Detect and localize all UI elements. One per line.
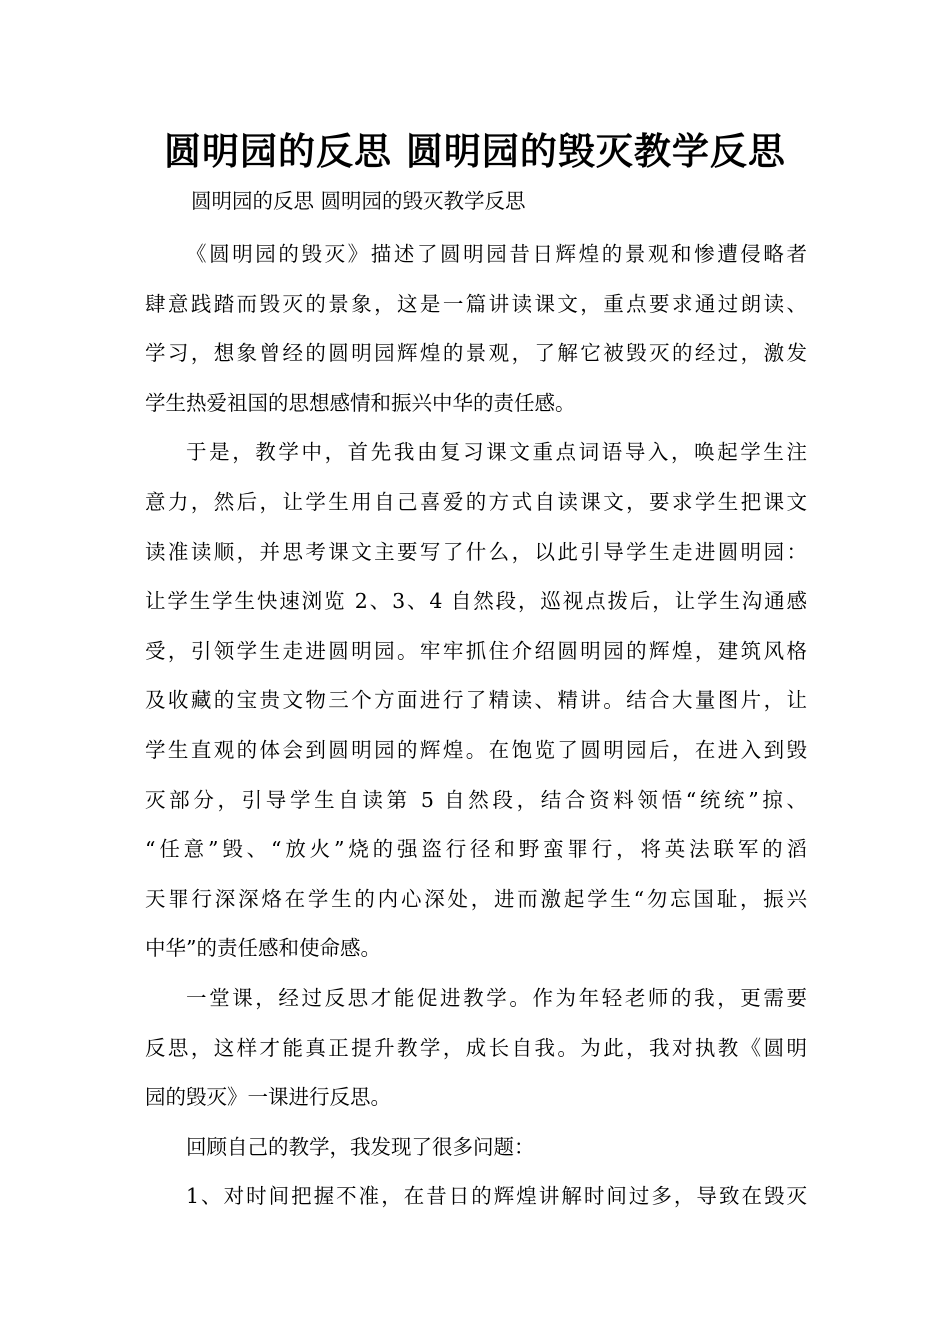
text-line: 读准读顺，并思考课文主要写了什么，以此引导学生走进圆明园： — [145, 539, 807, 564]
text-line: 学习，想象曾经的圆明园辉煌的景观，了解它被毁灭的经过，激发 — [145, 341, 807, 366]
text-line: 及收藏的宝贵文物三个方面进行了精读、精讲。结合大量图片，让 — [145, 688, 807, 713]
text-line: 学生直观的体会到圆明园的辉煌。在饱览了圆明园后，在进入到毁 — [145, 737, 807, 762]
text-line: 1、对时间把握不准，在昔日的辉煌讲解时间过多，导致在毁灭 — [186, 1184, 807, 1209]
text-line: 回顾自己的教学，我发现了很多问题： — [186, 1134, 535, 1159]
document-subtitle: 圆明园的反思 圆明园的毁灭教学反思 — [191, 189, 526, 213]
text-line: 于是，教学中，首先我由复习课文重点词语导入，唤起学生注 — [186, 440, 807, 465]
text-line: 意力，然后，让学生用自己喜爱的方式自读课文，要求学生把课文 — [145, 489, 807, 514]
document-body — [145, 230, 807, 1222]
paragraph-5 — [145, 1172, 807, 1222]
text-line: 反思，这样才能真正提升教学，成长自我。为此，我对执教《圆明 — [145, 1035, 807, 1060]
text-line: 一堂课，经过反思才能促进教学。作为年轻老师的我，更需要 — [186, 985, 807, 1010]
text-line: “任意”毁、“放火”烧的强盗行径和野蛮罪行，将英法联军的滔 — [145, 837, 807, 862]
paragraph-4 — [145, 1123, 807, 1173]
paragraph-3 — [145, 974, 807, 1123]
text-line: 天罪行深深烙在学生的内心深处，进而激起学生“勿忘国耻，振兴 — [145, 886, 807, 911]
text-line: 受，引领学生走进圆明园。牢牢抓住介绍圆明园的辉煌，建筑风格 — [145, 638, 807, 663]
paragraph-1 — [145, 230, 807, 428]
paragraph-2 — [145, 428, 807, 974]
text-line: 灭部分，引导学生自读第 5 自然段，结合资料领悟“统统”掠、 — [145, 787, 807, 812]
text-line: 中华”的责任感和使命感。 — [145, 936, 381, 961]
document-title: 圆明园的反思 圆明园的毁灭教学反思 — [164, 130, 786, 173]
text-line: 《圆明园的毁灭》描述了圆明园昔日辉煌的景观和惨遭侵略者 — [186, 242, 807, 266]
text-line: 让学生学生快速浏览 2、3、4 自然段，巡视点拨后，让学生沟通感 — [145, 589, 807, 614]
text-line: 肆意践踏而毁灭的景象，这是一篇讲读课文，重点要求通过朗读、 — [145, 291, 807, 316]
text-line: 园的毁灭》一课进行反思。 — [145, 1085, 391, 1110]
text-line: 学生热爱祖国的思想感情和振兴中华的责任感。 — [145, 390, 576, 415]
